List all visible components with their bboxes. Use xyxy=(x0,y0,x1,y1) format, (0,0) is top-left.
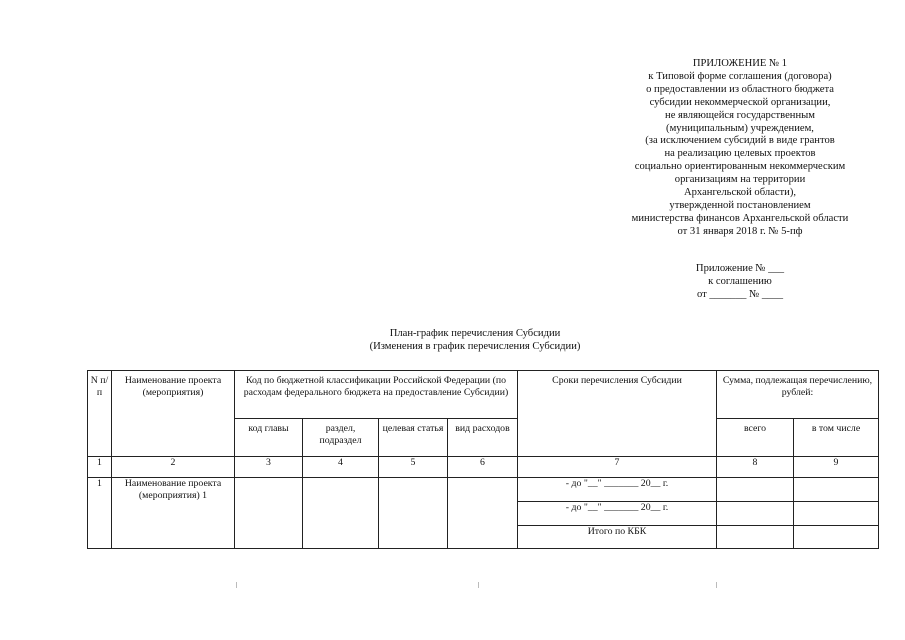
column-number: 8 xyxy=(717,457,794,478)
column-number: 3 xyxy=(235,457,303,478)
row-code-section xyxy=(303,478,379,549)
column-number: 9 xyxy=(794,457,879,478)
scan-mark xyxy=(716,582,717,588)
header-project-name: Наименование проекта (мероприятия) xyxy=(112,371,235,457)
document-title xyxy=(300,327,650,353)
header-code-chapter: код главы xyxy=(235,419,303,457)
scan-mark xyxy=(478,582,479,588)
column-number: 5 xyxy=(379,457,448,478)
row-total-amount xyxy=(717,526,794,549)
scan-mark xyxy=(236,582,237,588)
attachment-line: Приложение № ___ xyxy=(695,263,785,274)
column-number: 1 xyxy=(88,457,112,478)
row-num: 1 xyxy=(88,478,112,549)
appendix-line: от 31 января 2018 г. № 5-пф xyxy=(677,225,803,237)
column-number: 2 xyxy=(112,457,235,478)
attachment-line: от _______ № ____ xyxy=(696,288,784,300)
column-number: 6 xyxy=(448,457,518,478)
header-amount-total: всего xyxy=(717,419,794,457)
table-row xyxy=(88,478,879,502)
row-code-target xyxy=(379,478,448,549)
appendix-line: (за исключением субсидий в виде грантов xyxy=(645,135,835,147)
row-term-1: - до "__" _______ 20__ г. xyxy=(518,478,717,502)
header-amount: Сумма, подлежащая перечислению, рублей: xyxy=(717,371,879,419)
row-amount-total-1 xyxy=(717,478,794,502)
title-line-2: (Изменения в график перечисления Субсидии) xyxy=(369,341,581,352)
column-numbers-row xyxy=(88,457,879,478)
appendix-line: на реализацию целевых проектов xyxy=(664,148,816,160)
header-terms: Сроки перечисления Субсидии xyxy=(518,371,717,457)
appendix-header xyxy=(598,58,882,239)
header-code-section: раздел, подраздел xyxy=(303,419,379,457)
row-project-name: Наименование проекта (мероприятия) 1 xyxy=(112,478,235,549)
row-code-chapter xyxy=(235,478,303,549)
appendix-line: утвержденной постановлением xyxy=(669,199,811,211)
appendix-line: организациям на территории xyxy=(674,174,806,186)
appendix-line: к Типовой форме соглашения (договора) xyxy=(648,70,832,82)
row-total-label: Итого по КБК xyxy=(518,526,717,549)
header-num: N п/п xyxy=(88,371,112,457)
header-budget-code: Код по бюджетной классификации Российской Федерации (по расходам федерального бюджета на предоставление Субсидии) xyxy=(235,371,518,419)
appendix-line: Архангельской области), xyxy=(683,187,796,199)
title-line-1: План-график перечисления Субсидии xyxy=(389,328,561,339)
row-total-including xyxy=(794,526,879,549)
payment-schedule-table xyxy=(87,370,879,549)
row-amount-total-2 xyxy=(717,502,794,526)
row-amount-including-2 xyxy=(794,502,879,526)
header-row-1 xyxy=(88,371,879,419)
appendix-line: ПРИЛОЖЕНИЕ № 1 xyxy=(692,58,788,69)
appendix-line: не являющейся государственным xyxy=(665,109,815,121)
appendix-line: министерства финансов Архангельской области xyxy=(631,212,849,224)
appendix-line: о предоставлении из областного бюджета xyxy=(646,83,834,95)
row-code-expense xyxy=(448,478,518,549)
appendix-line: социально ориентированным некоммерческим xyxy=(634,161,846,173)
row-amount-including-1 xyxy=(794,478,879,502)
appendix-line: (муниципальным) учреждением, xyxy=(666,122,814,134)
header-code-expense: вид расходов xyxy=(448,419,518,457)
header-amount-including: в том числе xyxy=(794,419,879,457)
attachment-line: к соглашению xyxy=(708,275,772,287)
column-number: 4 xyxy=(303,457,379,478)
row-term-2: - до "__" _______ 20__ г. xyxy=(518,502,717,526)
column-number: 7 xyxy=(518,457,717,478)
attachment-header xyxy=(665,263,815,302)
header-code-target: целевая статья xyxy=(379,419,448,457)
appendix-line: субсидии некоммерческой организации, xyxy=(649,96,831,108)
